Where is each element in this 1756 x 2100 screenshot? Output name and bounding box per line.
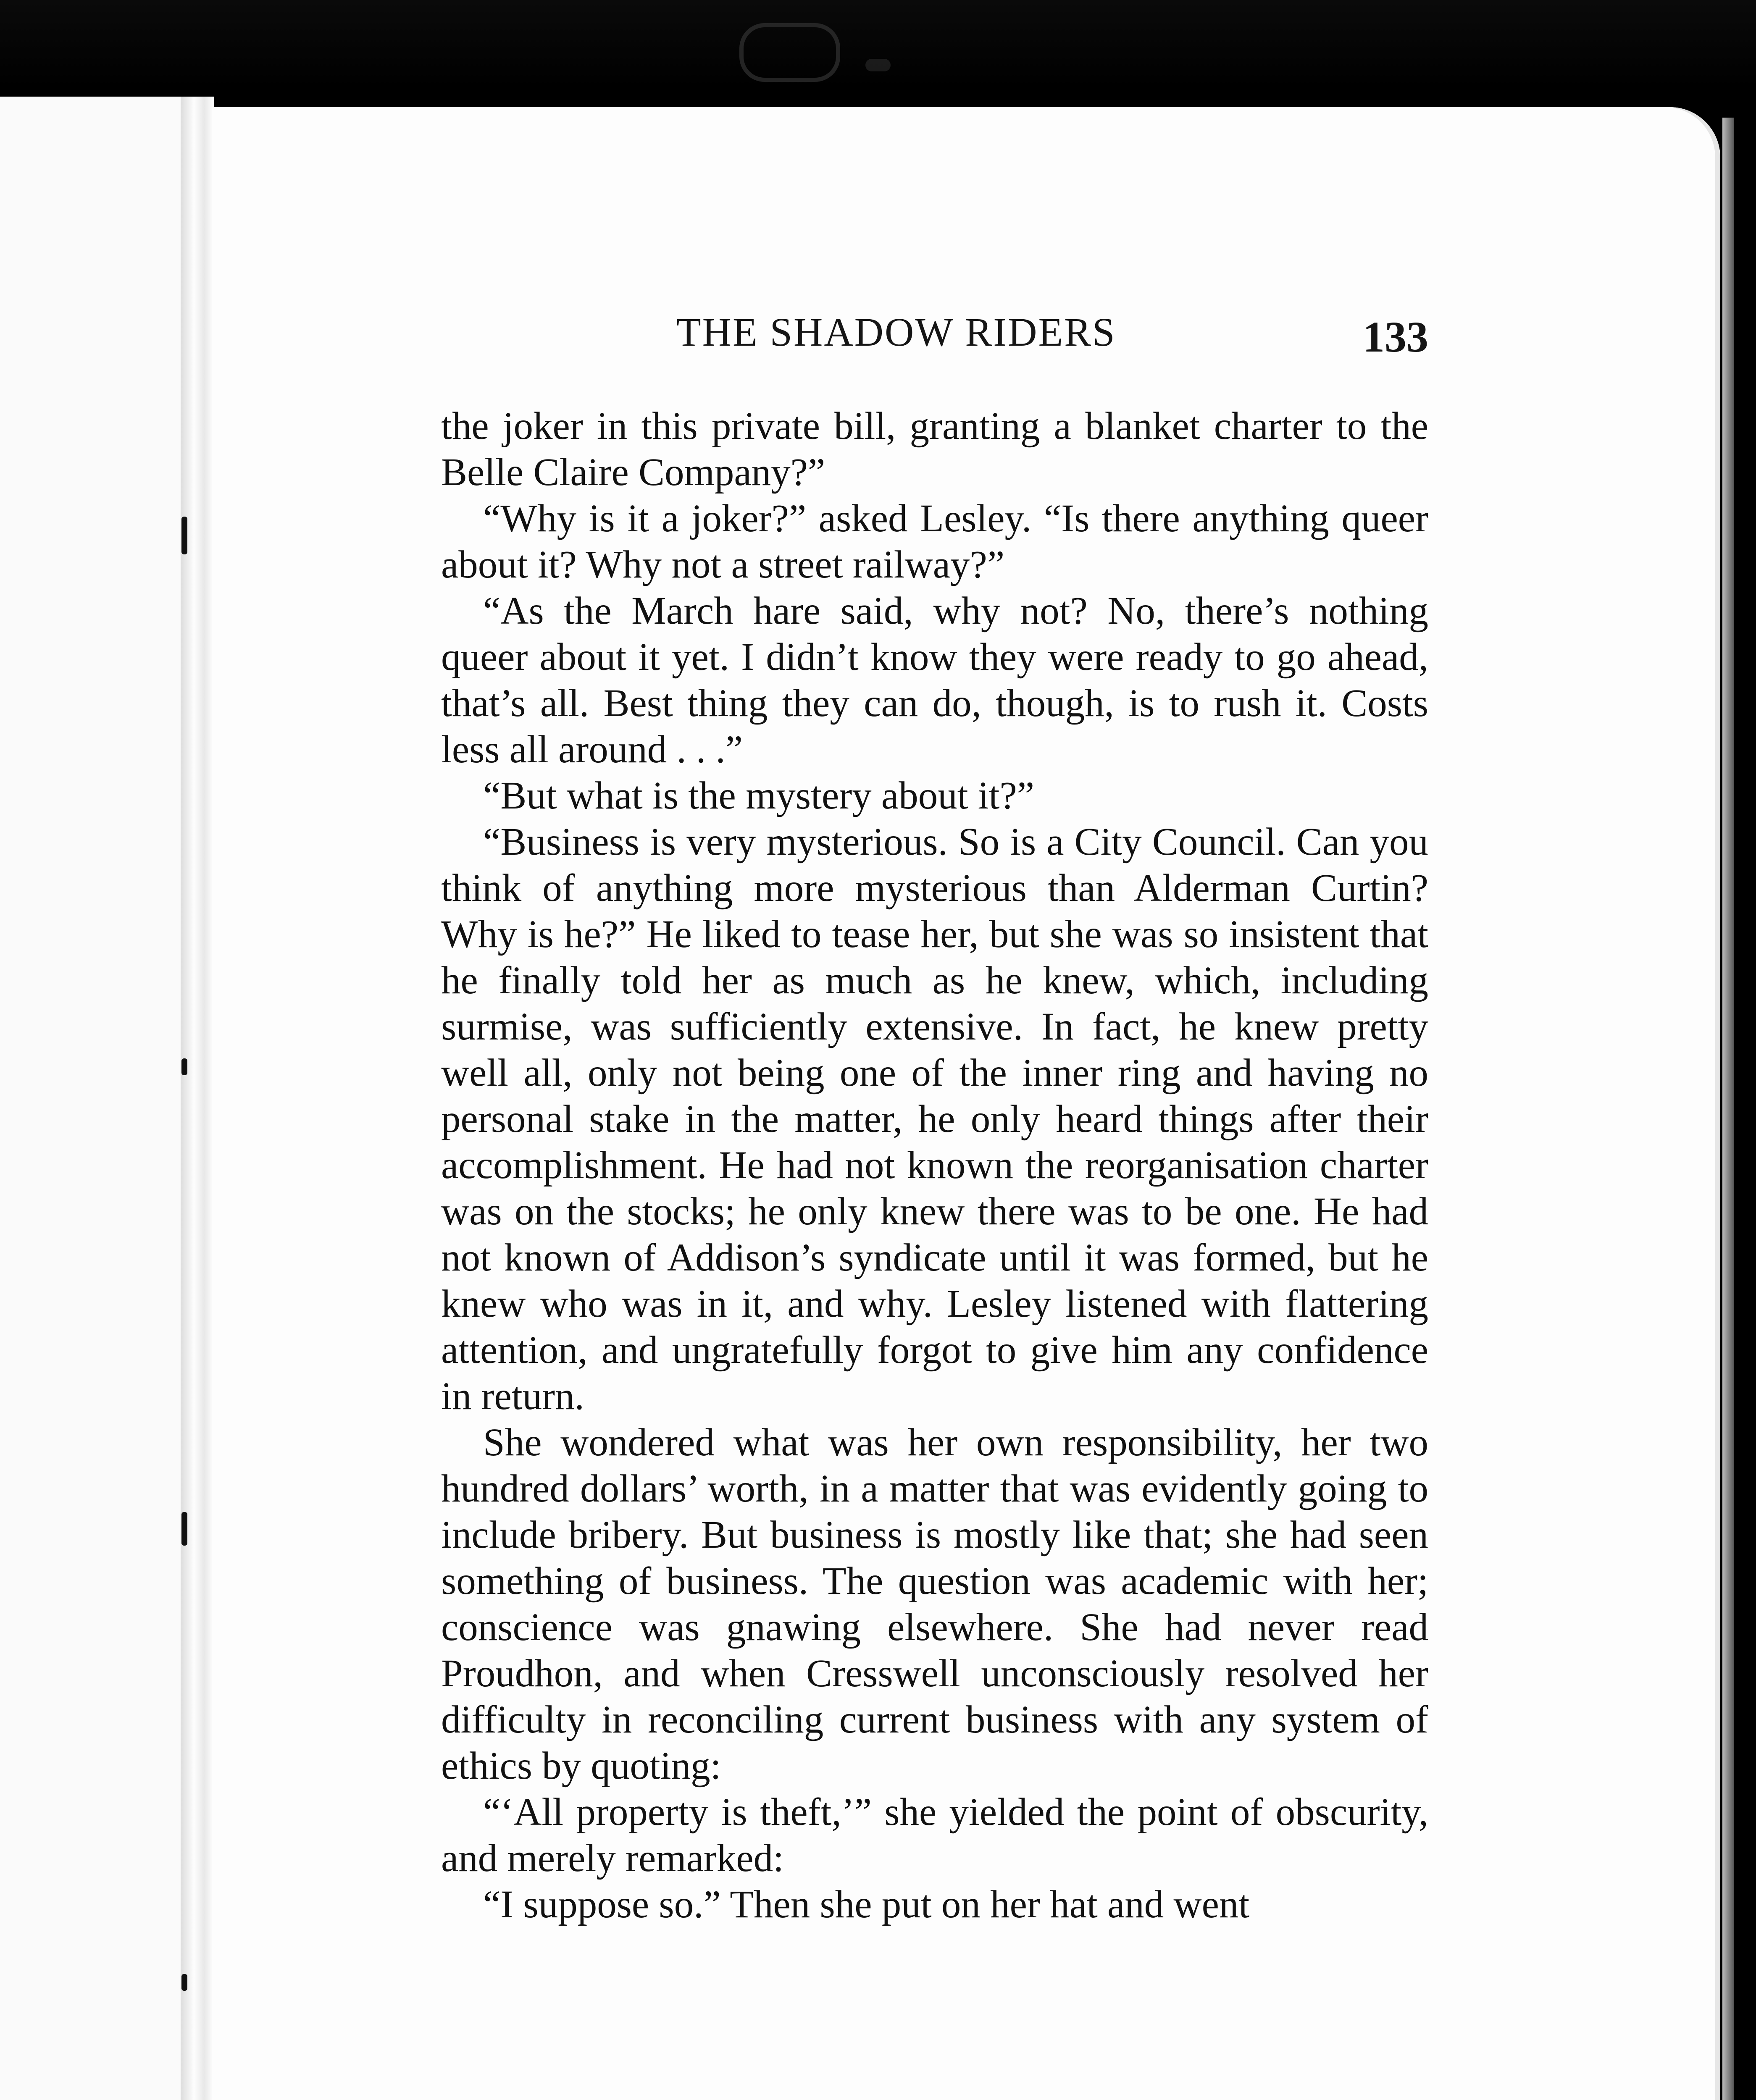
paragraph: “I suppose so.” Then she put on her hat and went [483, 1883, 1250, 1926]
spine-mark [181, 517, 187, 554]
page-edge-shadow [1722, 118, 1734, 2100]
paragraph: “‘All property is theft,’” she yielded the point of obscurity, and merely remarked: [441, 1790, 1428, 1880]
paragraph: “But what is the mystery about it?” [483, 774, 1035, 817]
spine-mark [181, 1058, 187, 1075]
paragraph: “Business is very mysterious. So is a City Council. Can you think of anything more mysterious than Alderman Curtin? Why is he?” He liked to tease her, but she was so insistent that he finally told her as much as he knew, which, including surmise, was sufficiently extensive. In fact, he knew pretty well all, only not being one of the inner ring and having no personal stake in the matter, he only heard things after their accomplishment. He had not known the reorganisation charter was on the stocks; he only knew there was to be one. He had not known of Addison’s syndicate until it was formed, but he knew who was in it, and why. Lesley listened with flattering attention, and ungratefully forgot to give him any confidence in return. [441, 820, 1428, 1418]
paragraph: She wondered what was her own responsibility, her two hundred dollars’ worth, in a matter that was evidently going to include bribery. But business is mostly like that; she had seen something of business. The question was academic with her; conscience was gnawing elsewhere. She had never read Proudhon, and when Cresswell unconsciously resolved her difficulty in reconciling current business with any system of ethics by quoting: [441, 1421, 1428, 1788]
scan-background-top [0, 0, 1756, 88]
book-spine [181, 97, 214, 2100]
scan-smudge-dot [865, 59, 891, 71]
facing-page-edge [0, 97, 189, 2100]
body-text [441, 403, 1428, 1928]
spine-mark [181, 1974, 187, 1991]
running-title: THE SHADOW RIDERS [676, 310, 1116, 354]
paragraph: “Why is it a joker?” asked Lesley. “Is there anything queer about it? Why not a street railway?” [441, 497, 1428, 586]
paragraph: the joker in this private bill, granting a blanket charter to the Belle Claire Company?” [441, 404, 1428, 494]
paragraph: “As the March hare said, why not? No, there’s nothing queer about it yet. I didn’t know they were ready to go ahead, that’s all. Best thing they can do, though, is to rush it. Costs less all around . . .” [441, 589, 1428, 771]
scan-smudge-mark [739, 23, 840, 82]
spine-mark [181, 1512, 187, 1546]
page-number: 133 [1363, 313, 1428, 361]
